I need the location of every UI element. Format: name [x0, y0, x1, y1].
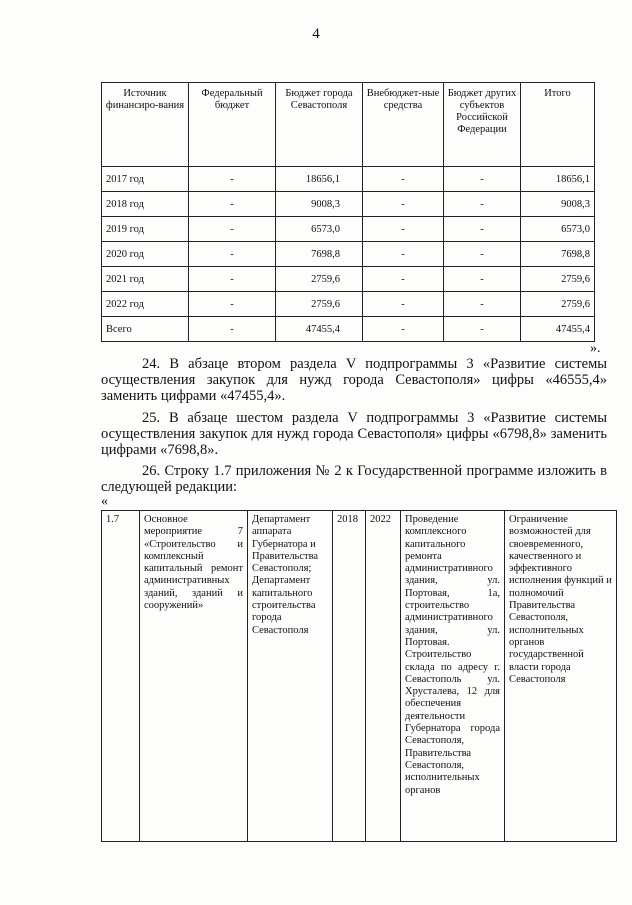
- table-cell: 47455,4: [521, 317, 595, 342]
- table-cell: 7698,8: [521, 242, 595, 267]
- table-cell: -: [363, 167, 444, 192]
- header-federal: Федеральный бюджет: [189, 83, 276, 167]
- start-year-cell: 2018: [333, 511, 366, 842]
- table-cell: 9008,3: [521, 192, 595, 217]
- table-row: [102, 317, 595, 342]
- page-number: 4: [312, 26, 320, 42]
- table-cell: -: [189, 192, 276, 217]
- table-row: [102, 217, 595, 242]
- header-city-budget: Бюджет города Севастополя: [276, 83, 363, 167]
- table-cell: -: [363, 242, 444, 267]
- row-label: Всего: [102, 317, 189, 342]
- table-cell: 2759,6: [276, 292, 363, 317]
- table-row: [102, 511, 617, 842]
- row-label: 2021 год: [102, 267, 189, 292]
- open-quote: «: [101, 494, 108, 509]
- row-label: 2022 год: [102, 292, 189, 317]
- table-cell: -: [444, 267, 521, 292]
- table-cell: 2759,6: [276, 267, 363, 292]
- table-cell: 2759,6: [521, 292, 595, 317]
- table-row: [102, 242, 595, 267]
- event-cell: Основное мероприятие 7 «Строительство и комплексный капитальный ремонт административных зданий, зданий и сооружений»: [140, 511, 248, 842]
- finance-table: [101, 82, 595, 342]
- table-cell: -: [444, 242, 521, 267]
- table-cell: 47455,4: [276, 317, 363, 342]
- row-label: 2019 год: [102, 217, 189, 242]
- table-cell: -: [189, 242, 276, 267]
- table-cell: 6573,0: [521, 217, 595, 242]
- row-label: 2017 год: [102, 167, 189, 192]
- table-cell: -: [444, 192, 521, 217]
- paragraph-24: 24. В абзаце втором раздела V подпрограммы 3 «Развитие системы осуществления закупок для нужд города Севастополя» цифры «46555,4» заменить цифрами «47455,4».: [101, 356, 607, 404]
- table-cell: -: [363, 317, 444, 342]
- table-row: [102, 292, 595, 317]
- table-cell: 18656,1: [521, 167, 595, 192]
- description-cell: Проведение комплексного капитального ремонта административного здания, ул. Портовая, 1а, строительство административного здания, ул. Портовая. Строительство склада по адресу г. Севастополь ул. Хрусталева, 12 для обеспечения деятельности Губернатора города Севастополя, Правительства Севастополя, исполнительных органов: [401, 511, 505, 842]
- table-cell: 7698,8: [276, 242, 363, 267]
- row-label: 2018 год: [102, 192, 189, 217]
- executor-cell: Департамент аппарата Губернатора и Правительства Севастополя; Департамент капитального строительства города Севастополя: [248, 511, 333, 842]
- table-cell: -: [444, 317, 521, 342]
- header-other-subjects: Бюджет других субъектов Российской Федерации: [444, 83, 521, 167]
- table-cell: -: [444, 217, 521, 242]
- table-cell: -: [363, 292, 444, 317]
- header-source: Источник финансиро-вания: [102, 83, 189, 167]
- table-cell: 2759,6: [521, 267, 595, 292]
- table-cell: -: [363, 217, 444, 242]
- header-extrabudget: Внебюджет-ные средства: [363, 83, 444, 167]
- row-number: 1.7: [102, 511, 140, 842]
- end-year-cell: 2022: [366, 511, 401, 842]
- table-row: [102, 192, 595, 217]
- table-cell: -: [189, 267, 276, 292]
- row-1-7-table: [101, 510, 617, 842]
- header-total: Итого: [521, 83, 595, 167]
- paragraph-25: 25. В абзаце шестом раздела V подпрограммы 3 «Развитие системы осуществления закупок для нужд города Севастополя» цифры «6798,8» заменить цифрами «7698,8».: [101, 410, 607, 458]
- paragraph-26: 26. Строку 1.7 приложения № 2 к Государственной программе изложить в следующей редакции:: [101, 463, 607, 495]
- table-cell: 6573,0: [276, 217, 363, 242]
- table-cell: -: [444, 167, 521, 192]
- table-cell: -: [189, 167, 276, 192]
- table-cell: 9008,3: [276, 192, 363, 217]
- table-cell: -: [363, 267, 444, 292]
- table-cell: 18656,1: [276, 167, 363, 192]
- table-row: [102, 167, 595, 192]
- table-row: [102, 267, 595, 292]
- table-cell: -: [444, 292, 521, 317]
- table-cell: -: [189, 292, 276, 317]
- result-cell: Ограничение возможностей для своевременного, качественного и эффективного исполнения функций и полномочий Правительства Севастополя, исполнительных органов государственной власти города Севастополя: [505, 511, 617, 842]
- table-cell: -: [363, 192, 444, 217]
- table-cell: -: [189, 217, 276, 242]
- table-header-row: [102, 83, 595, 167]
- row-label: 2020 год: [102, 242, 189, 267]
- closing-quote: ».: [590, 341, 601, 356]
- table-cell: -: [189, 317, 276, 342]
